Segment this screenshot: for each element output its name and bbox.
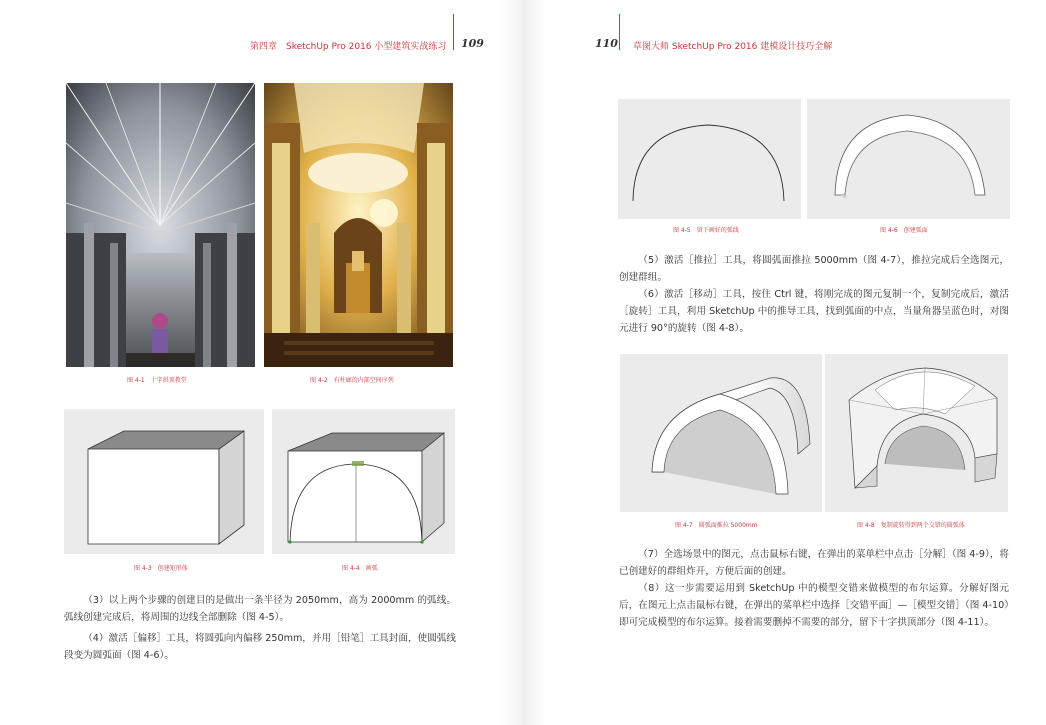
left-paragraph-step-4: （4）激活［偏移］工具，将圆弧向内偏移 250mm，并用［铅笔］工具封面，使圆弧线段变为圆弧面（图 4-6）。 [64,633,456,661]
figure-4-4-arc-drawing [272,409,455,554]
figure-4-3-box-model [64,409,264,554]
left-header-divider [453,14,454,50]
caption-fig-4-8: 图 4-8 复制旋转得到两个交错的圆弧体 [857,522,965,529]
left-running-header: 第四章 SketchUp Pro 2016 小型建筑实战练习 [250,42,447,52]
figure-4-6-arc-face [807,99,1010,219]
figure-4-2-church-interior-photo [264,83,453,367]
figure-4-1-gothic-nave-photo [66,83,255,367]
caption-fig-4-4: 图 4-4 画弧 [342,565,378,572]
caption-fig-4-7: 图 4-7 圆弧面推拉 5000mm [675,522,758,529]
caption-fig-4-2: 图 4-2 有柱廊的内部空间序列 [310,377,394,384]
right-paragraph-step-7: （7）全选场景中的图元，点击鼠标右键，在弹出的菜单栏中点击［分解］（图 4-9），将已创建好的群组炸开，方便后面的创建。 [619,549,1009,577]
left-page-number: 109 [461,37,484,50]
right-header-divider [619,14,620,50]
right-paragraph-step-5: （5）激活［推拉］工具，将圆弧面推拉 5000mm（图 4-7），推拉完成后全选图元，创建群组。 [619,255,1009,283]
right-page [523,0,1046,725]
caption-fig-4-3: 图 4-3 创建矩形体 [134,565,188,572]
right-page-number: 110 [595,37,618,50]
caption-fig-4-5: 图 4-5 留下画好的弧线 [673,227,739,234]
figure-4-8-crossed-arches [825,354,1008,512]
right-running-header: 草图大师 SketchUp Pro 2016 建模设计技巧全解 [633,42,833,52]
figure-4-5-arc-line [618,99,801,219]
right-paragraph-step-6: （6）激活［移动］工具，按住 Ctrl 键，将刚完成的图元复制一个，复制完成后，激活［旋转］工具，利用 SketchUp 中的推导工具，找到弧面的中点，当量角器呈蓝色时，对图元进行 90°的旋转（图 4-8）。 [619,289,1009,334]
figure-4-7-extruded-arch [620,354,822,512]
caption-fig-4-6: 图 4-6 创建弧面 [880,227,928,234]
right-paragraph-step-8: （8）这一步需要运用到 SketchUp 中的模型交错来做模型的布尔运算。分解好图元后，在图元上点击鼠标右键，在弹出的菜单栏中选择［交错平面］—［模型交错］（图 4-10）即可完成模型的布尔运算。接着需要删掉不需要的部分，留下十字拱顶部分（图 4-11）。 [619,583,1009,628]
caption-fig-4-1: 图 4-1 十字拱顶教堂 [127,377,187,384]
left-paragraph-step-3: （3）以上两个步骤的创建目的是做出一条半径为 2050mm，高为 2000mm 的弧线。弧线创建完成后，将周围的边线全部删除（图 4-5）。 [64,595,456,623]
